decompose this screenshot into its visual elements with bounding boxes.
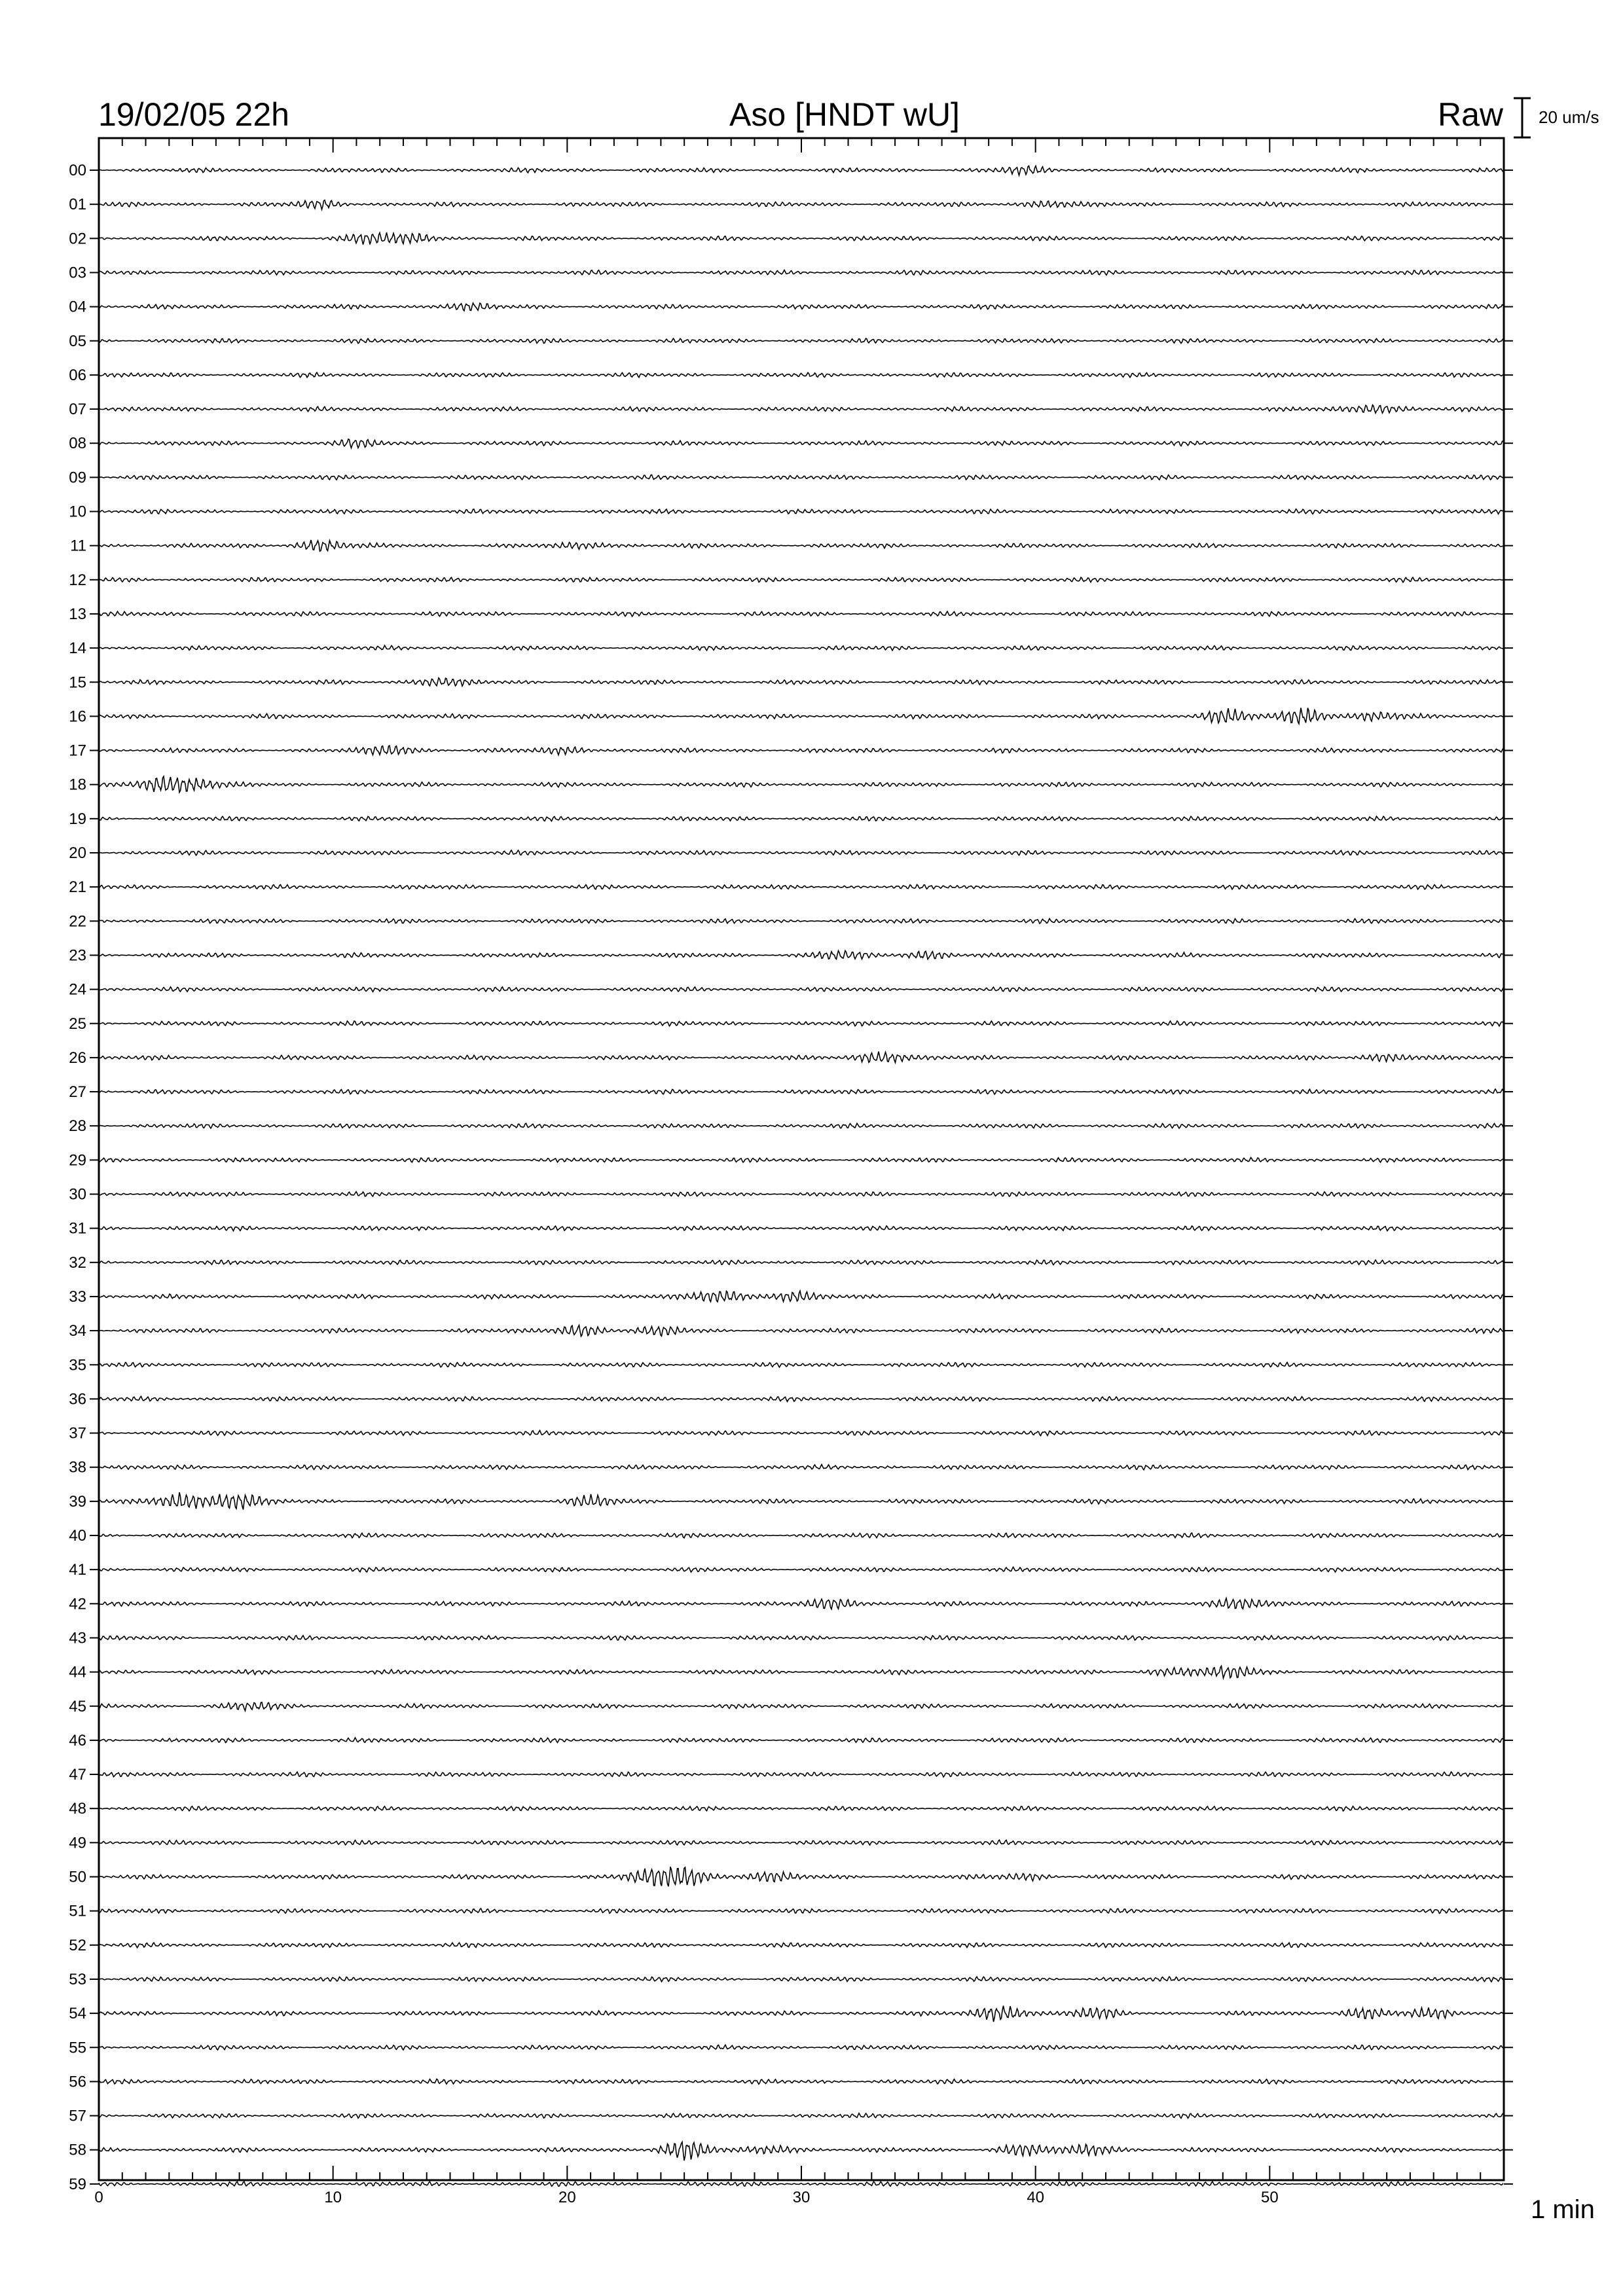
row-label: 30 [69,1185,86,1204]
row-label: 27 [69,1083,86,1102]
row-label: 50 [69,1868,86,1886]
row-label: 26 [69,1049,86,1067]
row-label: 11 [70,537,86,555]
row-label: 25 [69,1014,86,1033]
scale-bar-label: 20 um/s [1539,107,1599,127]
row-label: 12 [69,571,86,589]
row-label: 03 [69,264,86,282]
row-label: 56 [69,2073,86,2091]
trace-20 [99,850,1503,855]
trace-51 [99,1909,1503,1914]
trace-14 [99,645,1503,651]
trace-34 [99,1325,1503,1336]
trace-01 [99,200,1503,209]
x-tick-label: 10 [324,2189,342,2206]
row-label: 49 [69,1834,86,1852]
row-label: 13 [69,605,86,623]
trace-08 [99,439,1503,448]
trace-50 [99,1867,1503,1886]
row-label: 57 [69,2107,86,2125]
trace-15 [99,678,1503,687]
trace-23 [99,951,1503,960]
row-label: 32 [69,1253,86,1272]
top-axis-ticks [99,138,1504,152]
row-label: 40 [69,1527,86,1545]
row-label: 53 [69,1970,86,1988]
trace-54 [99,2006,1503,2022]
row-label: 42 [69,1595,86,1613]
trace-19 [99,816,1503,821]
row-label: 20 [69,844,86,862]
trace-02 [99,232,1503,244]
trace-27 [99,1089,1503,1094]
row-label: 09 [69,469,86,487]
trace-00 [99,166,1503,175]
row-label: 10 [69,503,86,521]
trace-38 [99,1465,1503,1470]
row-label: 58 [69,2141,86,2159]
hour-row-labels [69,162,1513,2193]
row-label: 52 [69,1936,86,1954]
trace-43 [99,1636,1503,1640]
x-tick-label: 20 [558,2189,576,2206]
chart-title: Aso [HNDT wU] [729,96,960,133]
trace-40 [99,1533,1503,1538]
x-tick-label: 50 [1260,2189,1279,2206]
row-label: 51 [69,1902,86,1920]
row-label: 24 [69,980,86,999]
trace-57 [99,2113,1503,2119]
row-label: 35 [69,1356,86,1374]
row-label: 43 [69,1629,86,1647]
bottom-axis-ticks [94,2166,1504,2206]
row-label: 41 [69,1561,86,1579]
trace-33 [99,1291,1503,1302]
row-label: 34 [69,1322,86,1340]
trace-37 [99,1431,1503,1436]
row-label: 19 [69,810,86,828]
trace-44 [99,1666,1503,1678]
trace-26 [99,1052,1503,1063]
row-label: 36 [69,1390,86,1408]
trace-39 [99,1492,1503,1509]
row-label: 06 [69,366,86,384]
trace-12 [99,577,1503,583]
row-label: 46 [69,1731,86,1749]
row-label: 59 [69,2175,86,2193]
trace-25 [99,1021,1503,1026]
trace-30 [99,1192,1503,1196]
row-label: 48 [69,1800,86,1818]
row-label: 33 [69,1287,86,1306]
row-label: 54 [69,2005,86,2023]
trace-22 [99,919,1503,924]
trace-11 [99,540,1503,551]
row-label: 21 [69,878,86,897]
x-tick-label: 40 [1027,2189,1045,2206]
trace-05 [99,338,1503,344]
row-label: 18 [69,776,86,794]
trace-59 [99,2181,1503,2186]
x-tick-label: 0 [94,2189,103,2206]
row-label: 45 [69,1697,86,1715]
trace-31 [99,1226,1503,1231]
row-label: 37 [69,1424,86,1443]
row-label: 07 [69,401,86,419]
row-label: 16 [69,708,86,726]
trace-45 [99,1702,1503,1711]
trace-49 [99,1840,1503,1845]
row-label: 01 [69,196,86,214]
row-label: 31 [69,1219,86,1238]
row-label: 02 [69,230,86,248]
trace-16 [99,708,1503,724]
trace-29 [99,1158,1503,1162]
row-label: 05 [69,332,86,350]
row-label: 00 [69,162,86,179]
trace-36 [99,1397,1503,1402]
row-label: 22 [69,912,86,931]
row-label: 44 [69,1663,86,1681]
row-label: 14 [69,639,86,658]
trace-09 [99,475,1503,480]
row-label: 17 [69,742,86,760]
row-label: 28 [69,1117,86,1136]
mode-label: Raw [1437,96,1503,133]
trace-35 [99,1363,1503,1368]
trace-41 [99,1567,1503,1572]
trace-53 [99,1977,1503,1982]
scale-bar [1514,98,1531,137]
row-label: 47 [69,1766,86,1784]
trace-24 [99,987,1503,992]
row-label: 04 [69,298,86,316]
x-tick-label: 30 [792,2189,811,2206]
trace-28 [99,1123,1503,1128]
row-label: 15 [69,673,86,692]
trace-04 [99,303,1503,311]
seismic-traces [99,166,1503,2186]
trace-03 [99,270,1503,276]
trace-47 [99,1772,1503,1777]
trace-18 [99,776,1503,793]
trace-06 [99,372,1503,378]
trace-48 [99,1806,1503,1811]
trace-32 [99,1260,1503,1265]
row-label: 29 [69,1151,86,1170]
trace-07 [99,405,1503,413]
row-label: 38 [69,1458,86,1477]
trace-13 [99,611,1503,617]
date-label: 19/02/05 22h [98,96,289,133]
time-unit-label: 1 min [1531,2195,1595,2224]
trace-17 [99,745,1503,755]
trace-42 [99,1598,1503,1609]
row-label: 08 [69,435,86,453]
trace-52 [99,1943,1503,1948]
row-label: 55 [69,2039,86,2057]
trace-21 [99,885,1503,889]
trace-58 [99,2142,1503,2161]
row-label: 39 [69,1492,86,1511]
trace-46 [99,1738,1503,1743]
row-label: 23 [69,946,86,965]
trace-10 [99,509,1503,514]
trace-55 [99,2045,1503,2050]
trace-56 [99,2079,1503,2084]
